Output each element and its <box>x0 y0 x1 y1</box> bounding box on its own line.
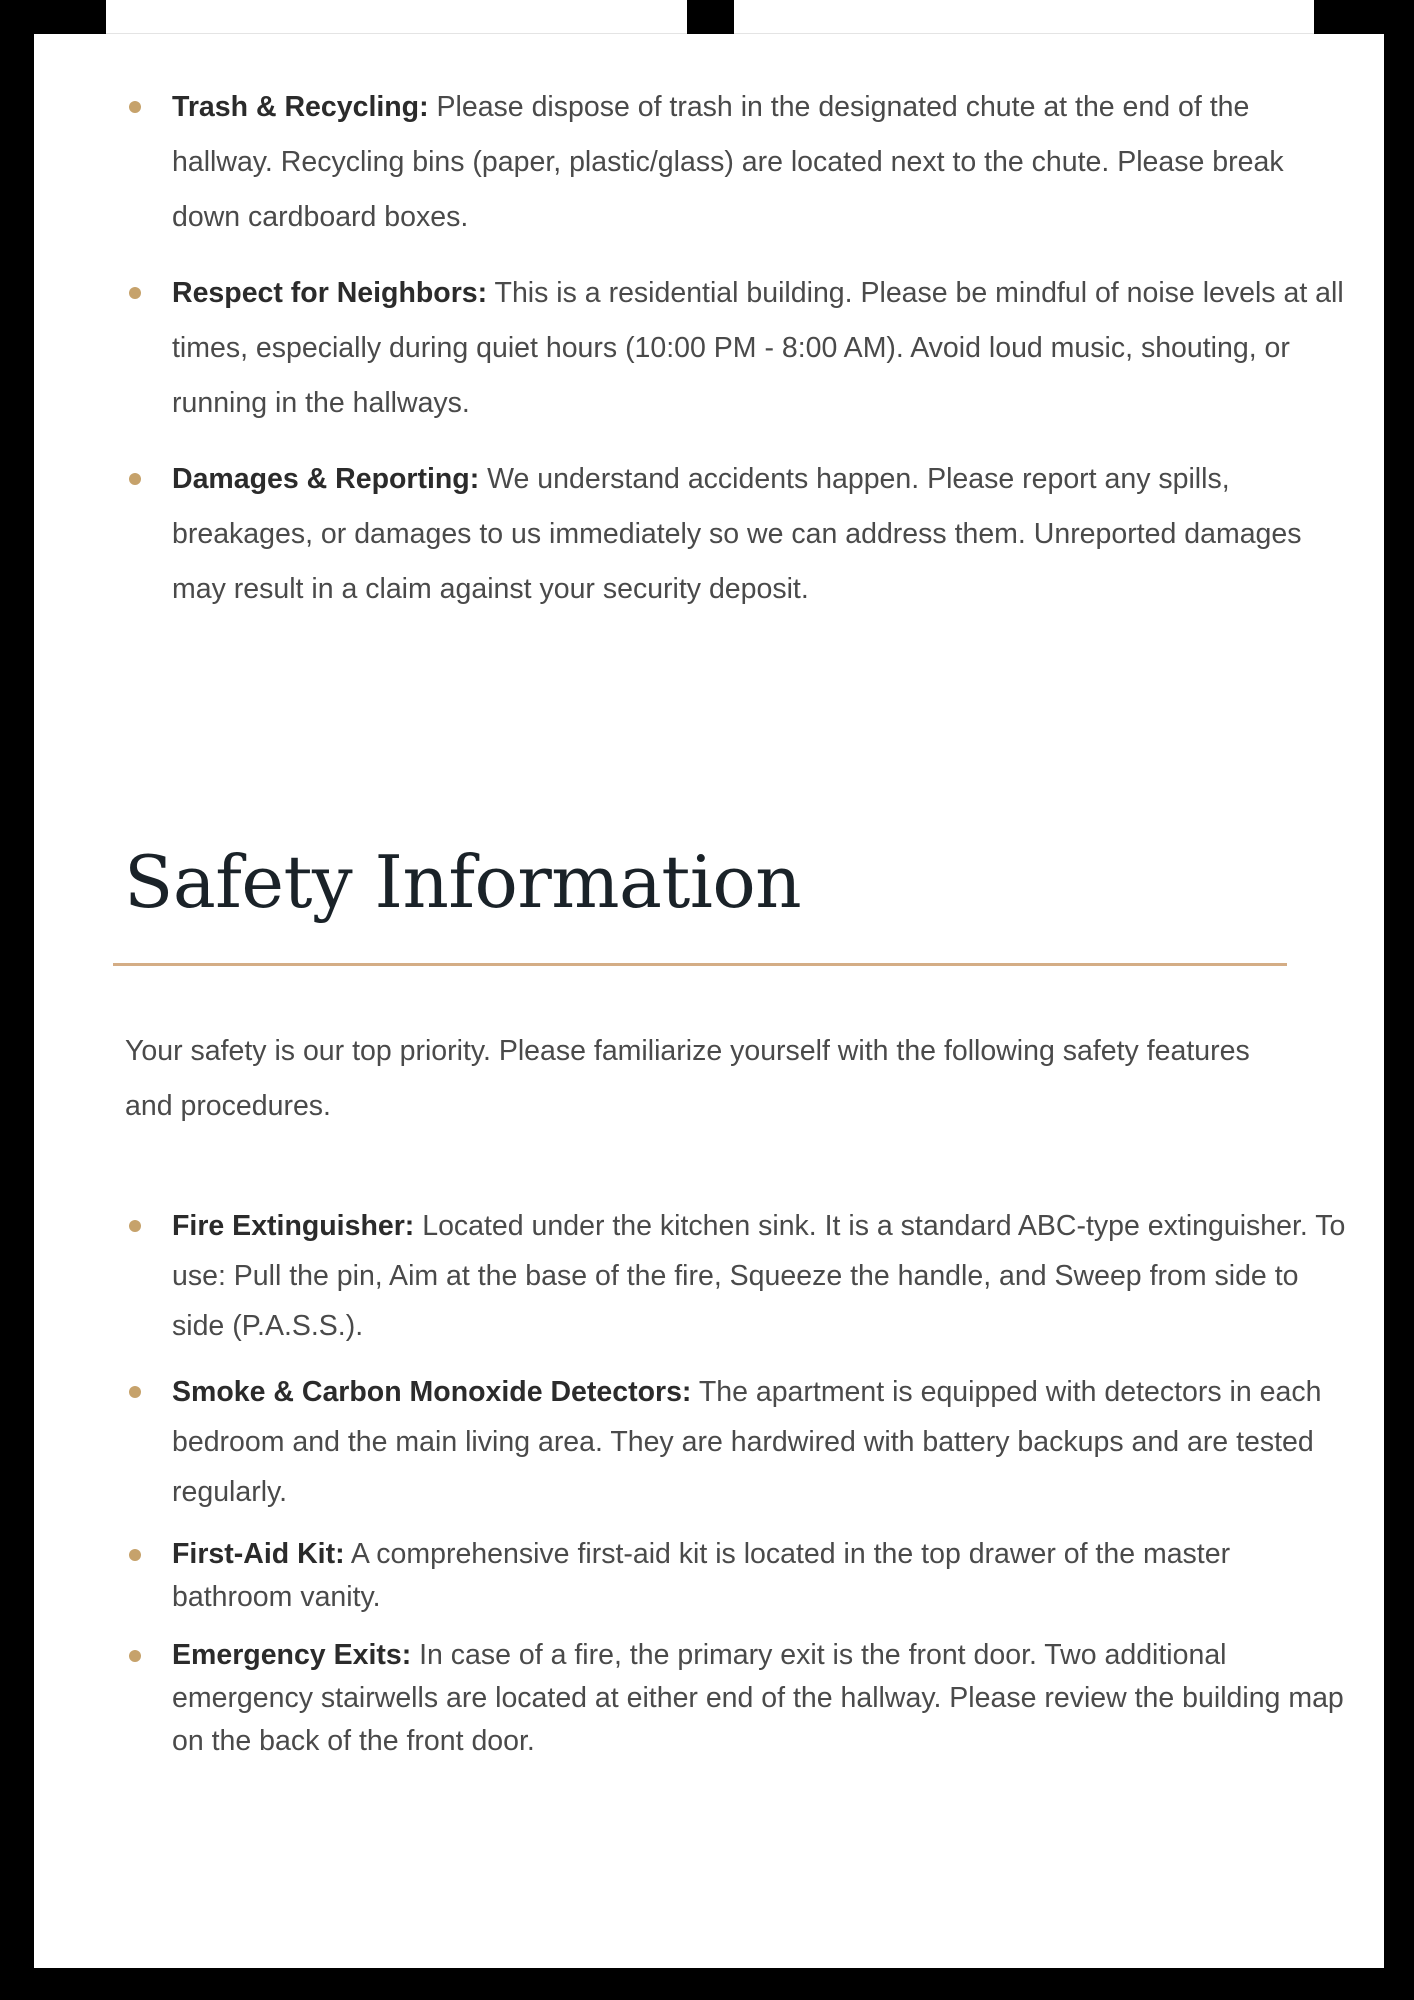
safety-term: Emergency Exits: <box>172 1639 412 1671</box>
bullet-icon <box>129 101 141 113</box>
house-rules-list <box>34 80 1384 638</box>
safety-term: First-Aid Kit: <box>172 1538 345 1570</box>
safety-term: Smoke & Carbon Monoxide Detectors: <box>172 1376 692 1408</box>
list-item-detectors <box>34 1367 1384 1517</box>
safety-text: The apartment is equipped with detectors in each bedroom and the main living area. They are hardwired with battery backups and are tested regularly. <box>172 1376 1322 1508</box>
rule-term: Respect for Neighbors: <box>172 277 488 309</box>
section-divider <box>113 963 1287 966</box>
safety-text: In case of a fire, the primary exit is the front door. Two additional emergency stairwells are located at either end of the hallway. Please review the building map on the back of the front door. <box>172 1639 1344 1757</box>
rule-text: We understand accidents happen. Please report any spills, breakages, or damages to us immediately so we can address them. Unreported damages may result in a claim against your security deposit. <box>172 463 1302 605</box>
document-page <box>34 34 1384 1968</box>
bullet-icon <box>129 287 141 299</box>
section-title: Safety Information <box>124 840 802 924</box>
previous-page-edge-left <box>106 0 687 34</box>
list-item-respect-neighbors <box>34 266 1384 431</box>
section-intro: Your safety is our top priority. Please familiarize yourself with the following safety features and procedures. <box>125 1035 1250 1122</box>
list-item-fire-extinguisher <box>34 1201 1384 1351</box>
bullet-icon <box>129 473 141 485</box>
safety-text: Located under the kitchen sink. It is a standard ABC-type extinguisher. To use: Pull the pin, Aim at the base of the fire, Squeeze the handle, and Sweep from side to side (P.A.S.S.). <box>172 1210 1346 1342</box>
rule-text: Please dispose of trash in the designated chute at the end of the hallway. Recycling bins (paper, plastic/glass) are located next to the chute. Please break down cardboard boxes. <box>172 91 1284 233</box>
rule-term: Trash & Recycling: <box>172 91 429 123</box>
safety-term: Fire Extinguisher: <box>172 1210 415 1242</box>
bullet-icon <box>129 1220 141 1232</box>
list-item-first-aid-kit <box>34 1533 1384 1619</box>
previous-page-edge-right <box>734 0 1314 34</box>
rule-term: Damages & Reporting: <box>172 463 480 495</box>
rule-text: This is a residential building. Please be mindful of noise levels at all times, especially during quiet hours (10:00 PM - 8:00 AM). Avoid loud music, shouting, or running in the hallways. <box>172 277 1344 419</box>
bullet-icon <box>129 1549 141 1561</box>
list-item-trash-recycling <box>34 80 1384 245</box>
bullet-icon <box>129 1650 141 1662</box>
bullet-icon <box>129 1386 141 1398</box>
list-item-damages-reporting <box>34 452 1384 617</box>
safety-text: A comprehensive first-aid kit is located in the top drawer of the master bathroom vanity. <box>172 1538 1231 1613</box>
list-item-emergency-exits <box>34 1634 1384 1763</box>
safety-list <box>34 1201 1384 1778</box>
